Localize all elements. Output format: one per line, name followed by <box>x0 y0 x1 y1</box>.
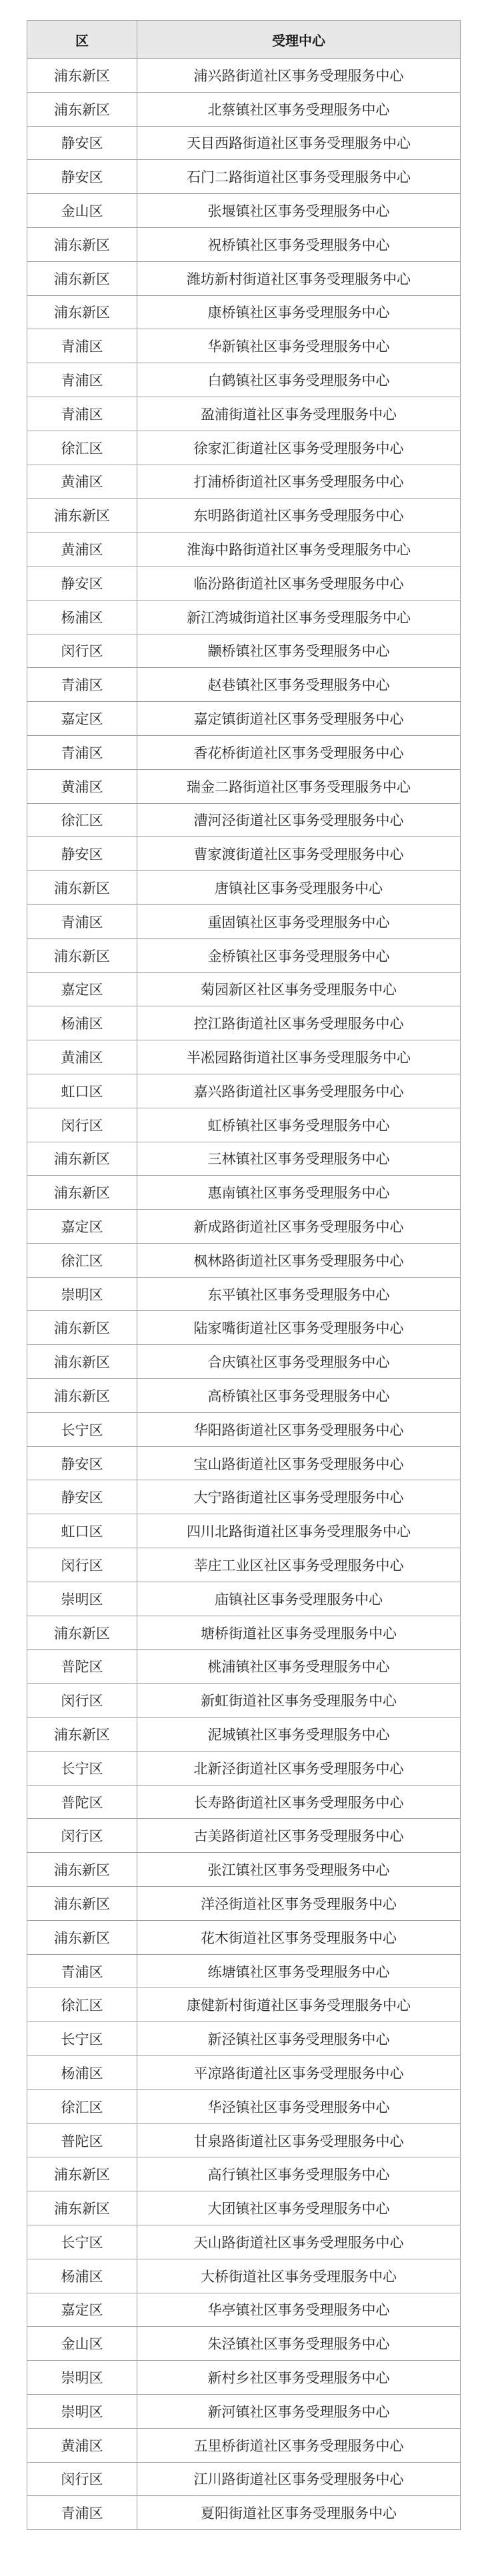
table-row <box>27 1853 461 1887</box>
center-cell: 高桥镇社区事务受理服务中心 <box>137 1379 461 1413</box>
center-cell: 塘桥街道社区事务受理服务中心 <box>137 1616 461 1650</box>
table-row <box>27 1074 461 1108</box>
table-row <box>27 1548 461 1582</box>
table-row <box>27 1446 461 1480</box>
center-cell: 莘庄工业区社区事务受理服务中心 <box>137 1548 461 1582</box>
table-row <box>27 533 461 567</box>
center-cell: 华泾镇社区事务受理服务中心 <box>137 2089 461 2123</box>
center-cell: 大桥街道社区事务受理服务中心 <box>137 2259 461 2293</box>
district-cell: 浦东新区 <box>27 1718 137 1752</box>
district-cell: 浦东新区 <box>27 499 137 533</box>
table-row <box>27 1142 461 1176</box>
table-row <box>27 600 461 634</box>
center-cell: 北蔡镇社区事务受理服务中心 <box>137 92 461 126</box>
center-cell: 天目西路街道社区事务受理服务中心 <box>137 126 461 160</box>
center-cell: 张堰镇社区事务受理服务中心 <box>137 194 461 228</box>
center-cell: 朱泾镇社区事务受理服务中心 <box>137 2327 461 2361</box>
center-cell: 潍坊新村街道社区事务受理服务中心 <box>137 261 461 295</box>
district-cell: 长宁区 <box>27 2225 137 2259</box>
district-cell: 徐汇区 <box>27 1243 137 1277</box>
district-cell: 静安区 <box>27 837 137 871</box>
district-cell: 杨浦区 <box>27 2056 137 2090</box>
center-cell: 香花桥街道社区事务受理服务中心 <box>137 735 461 769</box>
table-row <box>27 1616 461 1650</box>
table-row <box>27 1954 461 1988</box>
table-row <box>27 2123 461 2157</box>
district-cell: 青浦区 <box>27 329 137 363</box>
district-cell: 长宁区 <box>27 1412 137 1446</box>
district-cell: 金山区 <box>27 194 137 228</box>
center-cell: 漕河泾街道社区事务受理服务中心 <box>137 803 461 837</box>
center-cell: 四川北路街道社区事务受理服务中心 <box>137 1514 461 1548</box>
table-row <box>27 1988 461 2022</box>
table-row <box>27 972 461 1006</box>
district-cell: 浦东新区 <box>27 2157 137 2191</box>
district-cell: 金山区 <box>27 2327 137 2361</box>
center-cell: 赵巷镇社区事务受理服务中心 <box>137 668 461 702</box>
district-cell: 闵行区 <box>27 1819 137 1853</box>
district-cell: 黄浦区 <box>27 533 137 567</box>
center-cell: 浦兴路街道社区事务受理服务中心 <box>137 59 461 93</box>
table-row <box>27 1040 461 1074</box>
district-cell: 普陀区 <box>27 1785 137 1819</box>
center-cell: 新江湾城街道社区事务受理服务中心 <box>137 600 461 634</box>
center-cell: 新成路街道社区事务受理服务中心 <box>137 1210 461 1244</box>
district-cell: 杨浦区 <box>27 2259 137 2293</box>
district-cell: 虹口区 <box>27 1074 137 1108</box>
table-row <box>27 2157 461 2191</box>
center-cell: 盈浦街道社区事务受理服务中心 <box>137 397 461 431</box>
table-row <box>27 1718 461 1752</box>
table-row <box>27 2089 461 2123</box>
table-row <box>27 871 461 905</box>
table-row <box>27 92 461 126</box>
district-cell: 崇明区 <box>27 1277 137 1311</box>
table-row <box>27 1887 461 1921</box>
table-row <box>27 1311 461 1345</box>
district-cell: 嘉定区 <box>27 2293 137 2327</box>
center-cell: 江川路街道社区事务受理服务中心 <box>137 2462 461 2496</box>
table-row <box>27 769 461 803</box>
table-row <box>27 2293 461 2327</box>
table-row <box>27 1176 461 1210</box>
table-row <box>27 126 461 160</box>
table-row <box>27 2056 461 2090</box>
district-cell: 闵行区 <box>27 1684 137 1718</box>
district-cell: 青浦区 <box>27 668 137 702</box>
table-row <box>27 194 461 228</box>
center-cell: 惠南镇社区事务受理服务中心 <box>137 1176 461 1210</box>
table-row <box>27 295 461 329</box>
table-row <box>27 702 461 736</box>
district-cell: 长宁区 <box>27 1751 137 1785</box>
district-cell: 闵行区 <box>27 2462 137 2496</box>
table-row <box>27 2394 461 2428</box>
district-cell: 嘉定区 <box>27 702 137 736</box>
table-row <box>27 397 461 431</box>
table-row <box>27 2022 461 2056</box>
district-cell: 普陀区 <box>27 2123 137 2157</box>
table-row <box>27 735 461 769</box>
center-cell: 曹家渡街道社区事务受理服务中心 <box>137 837 461 871</box>
center-cell: 庙镇社区事务受理服务中心 <box>137 1582 461 1616</box>
table-row <box>27 938 461 972</box>
table-row <box>27 59 461 93</box>
district-cell: 静安区 <box>27 566 137 600</box>
table-body <box>27 59 461 2530</box>
center-cell: 华亭镇社区事务受理服务中心 <box>137 2293 461 2327</box>
district-cell: 长宁区 <box>27 2022 137 2056</box>
district-cell: 浦东新区 <box>27 227 137 261</box>
district-cell: 徐汇区 <box>27 1988 137 2022</box>
center-cell: 新泾镇社区事务受理服务中心 <box>137 2022 461 2056</box>
center-cell: 康桥镇社区事务受理服务中心 <box>137 295 461 329</box>
district-cell: 嘉定区 <box>27 972 137 1006</box>
center-cell: 泥城镇社区事务受理服务中心 <box>137 1718 461 1752</box>
page-container <box>27 20 460 2530</box>
table-row <box>27 2361 461 2395</box>
table-row <box>27 668 461 702</box>
header-row <box>27 21 461 59</box>
table-row <box>27 1582 461 1616</box>
table-row <box>27 2259 461 2293</box>
center-cell: 白鹤镇社区事务受理服务中心 <box>137 363 461 397</box>
table-row <box>27 1514 461 1548</box>
district-cell: 徐汇区 <box>27 803 137 837</box>
district-cell: 崇明区 <box>27 1582 137 1616</box>
district-column-header: 区 <box>27 21 137 59</box>
center-column-header: 受理中心 <box>137 21 461 59</box>
district-cell: 青浦区 <box>27 2496 137 2530</box>
center-cell: 五里桥街道社区事务受理服务中心 <box>137 2428 461 2462</box>
center-cell: 大团镇社区事务受理服务中心 <box>137 2191 461 2225</box>
table-row <box>27 431 461 465</box>
district-cell: 闵行区 <box>27 634 137 668</box>
district-cell: 浦东新区 <box>27 261 137 295</box>
table-row <box>27 1243 461 1277</box>
district-cell: 徐汇区 <box>27 431 137 465</box>
center-cell: 金桥镇社区事务受理服务中心 <box>137 938 461 972</box>
center-cell: 新村乡社区事务受理服务中心 <box>137 2361 461 2395</box>
district-cell: 浦东新区 <box>27 1920 137 1954</box>
table-row <box>27 1412 461 1446</box>
table-row <box>27 329 461 363</box>
district-cell: 普陀区 <box>27 1650 137 1684</box>
table-row <box>27 1684 461 1718</box>
table-row <box>27 2327 461 2361</box>
table-row <box>27 499 461 533</box>
center-cell: 合庆镇社区事务受理服务中心 <box>137 1345 461 1379</box>
district-cell: 杨浦区 <box>27 600 137 634</box>
district-cell: 浦东新区 <box>27 1616 137 1650</box>
table-row <box>27 227 461 261</box>
table-row <box>27 837 461 871</box>
district-cell: 浦东新区 <box>27 1176 137 1210</box>
district-cell: 黄浦区 <box>27 2428 137 2462</box>
table-row <box>27 566 461 600</box>
center-cell: 祝桥镇社区事务受理服务中心 <box>137 227 461 261</box>
district-cell: 浦东新区 <box>27 1311 137 1345</box>
center-cell: 华阳路街道社区事务受理服务中心 <box>137 1412 461 1446</box>
center-cell: 瑞金二路街道社区事务受理服务中心 <box>137 769 461 803</box>
center-cell: 重固镇社区事务受理服务中心 <box>137 904 461 938</box>
district-cell: 浦东新区 <box>27 1379 137 1413</box>
table-row <box>27 2191 461 2225</box>
district-cell: 浦东新区 <box>27 1345 137 1379</box>
center-cell: 洋泾街道社区事务受理服务中心 <box>137 1887 461 1921</box>
center-cell: 大宁路街道社区事务受理服务中心 <box>137 1480 461 1514</box>
table-row <box>27 465 461 499</box>
table-row <box>27 1006 461 1040</box>
district-cell: 嘉定区 <box>27 1210 137 1244</box>
service-center-table <box>27 20 461 2530</box>
table-row <box>27 2225 461 2259</box>
district-cell: 崇明区 <box>27 2361 137 2395</box>
center-cell: 新河镇社区事务受理服务中心 <box>137 2394 461 2428</box>
district-cell: 黄浦区 <box>27 465 137 499</box>
center-cell: 练塘镇社区事务受理服务中心 <box>137 1954 461 1988</box>
center-cell: 嘉定镇街道社区事务受理服务中心 <box>137 702 461 736</box>
table-row <box>27 160 461 194</box>
table-row <box>27 2462 461 2496</box>
table-row <box>27 634 461 668</box>
district-cell: 崇明区 <box>27 2394 137 2428</box>
table-row <box>27 1819 461 1853</box>
center-cell: 高行镇社区事务受理服务中心 <box>137 2157 461 2191</box>
center-cell: 淮海中路街道社区事务受理服务中心 <box>137 533 461 567</box>
center-cell: 长寿路街道社区事务受理服务中心 <box>137 1785 461 1819</box>
district-cell: 静安区 <box>27 126 137 160</box>
district-cell: 黄浦区 <box>27 769 137 803</box>
district-cell: 浦东新区 <box>27 2191 137 2225</box>
center-cell: 石门二路街道社区事务受理服务中心 <box>137 160 461 194</box>
center-cell: 半凇园路街道社区事务受理服务中心 <box>137 1040 461 1074</box>
district-cell: 青浦区 <box>27 904 137 938</box>
center-cell: 新虹街道社区事务受理服务中心 <box>137 1684 461 1718</box>
table-row <box>27 1379 461 1413</box>
center-cell: 平凉路街道社区事务受理服务中心 <box>137 2056 461 2090</box>
table-row <box>27 1210 461 1244</box>
center-cell: 东平镇社区事务受理服务中心 <box>137 1277 461 1311</box>
center-cell: 宝山路街道社区事务受理服务中心 <box>137 1446 461 1480</box>
district-cell: 闵行区 <box>27 1108 137 1142</box>
table-row <box>27 1480 461 1514</box>
center-cell: 张江镇社区事务受理服务中心 <box>137 1853 461 1887</box>
district-cell: 徐汇区 <box>27 2089 137 2123</box>
district-cell: 浦东新区 <box>27 1887 137 1921</box>
center-cell: 虹桥镇社区事务受理服务中心 <box>137 1108 461 1142</box>
district-cell: 杨浦区 <box>27 1006 137 1040</box>
district-cell: 浦东新区 <box>27 59 137 93</box>
table-row <box>27 1277 461 1311</box>
district-cell: 静安区 <box>27 160 137 194</box>
center-cell: 徐家汇街道社区事务受理服务中心 <box>137 431 461 465</box>
center-cell: 古美路街道社区事务受理服务中心 <box>137 1819 461 1853</box>
center-cell: 华新镇社区事务受理服务中心 <box>137 329 461 363</box>
district-cell: 浦东新区 <box>27 871 137 905</box>
table-row <box>27 1108 461 1142</box>
table-row <box>27 2496 461 2530</box>
district-cell: 浦东新区 <box>27 295 137 329</box>
center-cell: 天山路街道社区事务受理服务中心 <box>137 2225 461 2259</box>
district-cell: 浦东新区 <box>27 938 137 972</box>
center-cell: 陆家嘴街道社区事务受理服务中心 <box>137 1311 461 1345</box>
center-cell: 北新泾街道社区事务受理服务中心 <box>137 1751 461 1785</box>
table-row <box>27 1650 461 1684</box>
center-cell: 颛桥镇社区事务受理服务中心 <box>137 634 461 668</box>
district-cell: 浦东新区 <box>27 92 137 126</box>
district-cell: 青浦区 <box>27 397 137 431</box>
table-row <box>27 261 461 295</box>
table-row <box>27 1345 461 1379</box>
district-cell: 青浦区 <box>27 1954 137 1988</box>
center-cell: 控江路街道社区事务受理服务中心 <box>137 1006 461 1040</box>
center-cell: 桃浦镇社区事务受理服务中心 <box>137 1650 461 1684</box>
table-header <box>27 21 461 59</box>
center-cell: 康健新村街道社区事务受理服务中心 <box>137 1988 461 2022</box>
table-row <box>27 1751 461 1785</box>
table-row <box>27 803 461 837</box>
district-cell: 虹口区 <box>27 1514 137 1548</box>
district-cell: 浦东新区 <box>27 1853 137 1887</box>
center-cell: 唐镇社区事务受理服务中心 <box>137 871 461 905</box>
district-cell: 静安区 <box>27 1480 137 1514</box>
table-row <box>27 363 461 397</box>
center-cell: 东明路街道社区事务受理服务中心 <box>137 499 461 533</box>
center-cell: 枫林路街道社区事务受理服务中心 <box>137 1243 461 1277</box>
district-cell: 浦东新区 <box>27 1142 137 1176</box>
center-cell: 嘉兴路街道社区事务受理服务中心 <box>137 1074 461 1108</box>
center-cell: 甘泉路街道社区事务受理服务中心 <box>137 2123 461 2157</box>
center-cell: 夏阳街道社区事务受理服务中心 <box>137 2496 461 2530</box>
district-cell: 黄浦区 <box>27 1040 137 1074</box>
table-row <box>27 1785 461 1819</box>
center-cell: 花木街道社区事务受理服务中心 <box>137 1920 461 1954</box>
center-cell: 临汾路街道社区事务受理服务中心 <box>137 566 461 600</box>
district-cell: 青浦区 <box>27 735 137 769</box>
table-row <box>27 904 461 938</box>
district-cell: 青浦区 <box>27 363 137 397</box>
district-cell: 闵行区 <box>27 1548 137 1582</box>
district-cell: 静安区 <box>27 1446 137 1480</box>
table-row <box>27 1920 461 1954</box>
center-cell: 菊园新区社区事务受理服务中心 <box>137 972 461 1006</box>
center-cell: 打浦桥街道社区事务受理服务中心 <box>137 465 461 499</box>
table-row <box>27 2428 461 2462</box>
center-cell: 三林镇社区事务受理服务中心 <box>137 1142 461 1176</box>
